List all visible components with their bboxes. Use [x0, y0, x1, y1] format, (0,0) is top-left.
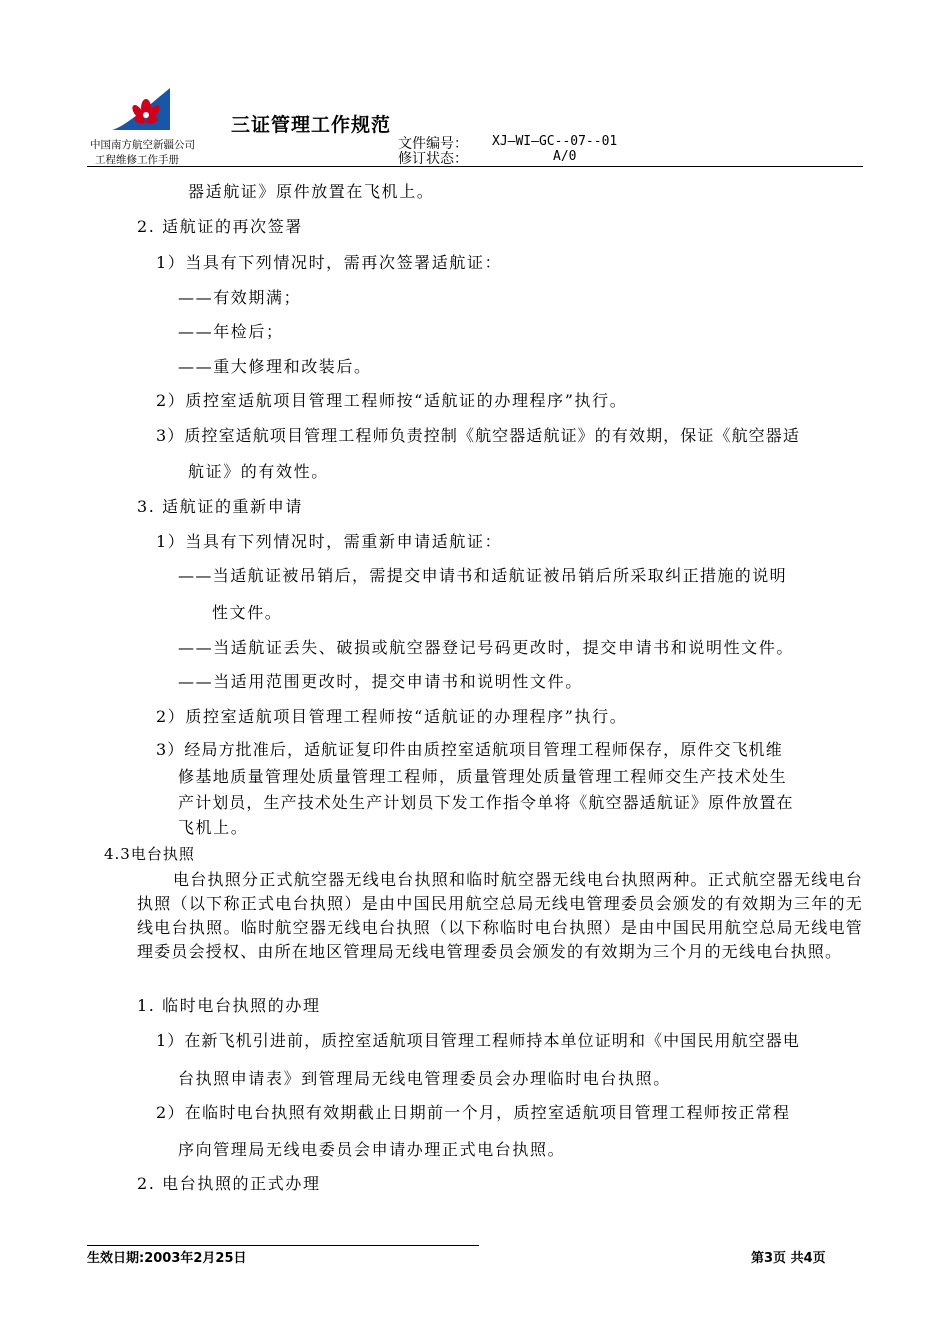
- list-item: 2）在临时电台执照有效期截止日期前一个月，质控室适航项目管理工程师按正常程: [156, 1103, 791, 1122]
- section-heading: 2. 电台执照的正式办理: [137, 1174, 321, 1193]
- list-item: 2）质控室适航项目管理工程师按“适航证的办理程序”执行。: [156, 707, 628, 726]
- revision-value: A/0: [553, 149, 577, 164]
- doc-number-value: XJ—WI—GC--07--01: [492, 134, 618, 149]
- manual-name: 工程维修工作手册: [95, 154, 179, 166]
- radio-license-paragraph: 电台执照分正式航空器无线电台执照和临时航空器无线电台执照两种。正式航空器无线电台执照（以下称正式电台执照）是由中国民用航空总局无线电管理委员会颁发的有效期为三年的无线电台执照。临时航空器无线电台执照（以下称临时电台执照）是由中国民用航空总局无线电管理委员会授权、由所在地区管理局无线电管理委员会颁发的有效期为三个月的无线电台执照。: [137, 870, 863, 961]
- list-item-continuation: 性文件。: [212, 603, 283, 622]
- revision-label: 修订状态：: [398, 151, 468, 167]
- section-heading: 4.3电台执照: [104, 845, 195, 863]
- list-item: ——重大修理和改装后。: [178, 357, 372, 376]
- list-item: 1）在新飞机引进前，质控室适航项目管理工程师持本单位证明和《中国民用航空器电: [156, 1031, 800, 1050]
- list-item: 2）质控室适航项目管理工程师按“适航证的办理程序”执行。: [156, 391, 628, 410]
- effective-date: 生效日期:2003年2月25日: [87, 1251, 247, 1266]
- list-item: 1）当具有下列情况时，需再次签署适航证：: [156, 253, 503, 272]
- page-number: 第3页 共4页: [751, 1251, 826, 1266]
- list-item: ——当适用范围更改时，提交申请书和说明性文件。: [178, 672, 583, 691]
- footer-rule: [87, 1245, 479, 1246]
- list-item: ——当适航证被吊销后，需提交申请书和适航证被吊销后所采取纠正措施的说明: [178, 566, 788, 585]
- list-item: 3）质控室适航项目管理工程师负责控制《航空器适航证》的有效期，保证《航空器适: [156, 426, 800, 445]
- china-southern-logo-icon: [104, 86, 174, 132]
- list-item-continuation: 修基地质量管理处质量管理工程师，质量管理处质量管理工程师交生产技术处生: [178, 767, 788, 786]
- list-item-continuation: 航证》的有效性。: [188, 462, 329, 481]
- list-item-continuation: 飞机上。: [178, 818, 249, 837]
- section-heading: 2. 适航证的再次签署: [137, 217, 303, 236]
- doc-title: 三证管理工作规范: [231, 114, 392, 136]
- list-item: 3）经局方批准后，适航证复印件由质控室适航项目管理工程师保存，原件交飞机维: [156, 740, 783, 759]
- list-item: ——年检后；: [178, 322, 284, 341]
- list-item-continuation: 序向管理局无线电委员会申请办理正式电台执照。: [178, 1140, 566, 1159]
- list-item-continuation: 台执照申请表》到管理局无线电管理委员会办理临时电台执照。: [178, 1069, 671, 1088]
- doc-number-label: 文件编号：: [398, 136, 468, 152]
- body-line: 器适航证》原件放置在飞机上。: [188, 182, 435, 201]
- header-rule: [87, 166, 863, 167]
- section-heading: 3. 适航证的重新申请: [137, 497, 303, 516]
- list-item: ——有效期满；: [178, 288, 302, 307]
- list-item: 1）当具有下列情况时，需重新申请适航证：: [156, 532, 503, 551]
- list-item: ——当适航证丢失、破损或航空器登记号码更改时，提交申请书和说明性文件。: [178, 638, 795, 657]
- section-heading: 1. 临时电台执照的办理: [137, 996, 321, 1015]
- company-name: 中国南方航空新疆公司: [90, 139, 195, 151]
- list-item-continuation: 产计划员，生产技术处生产计划员下发工作指令单将《航空器适航证》原件放置在: [178, 793, 794, 812]
